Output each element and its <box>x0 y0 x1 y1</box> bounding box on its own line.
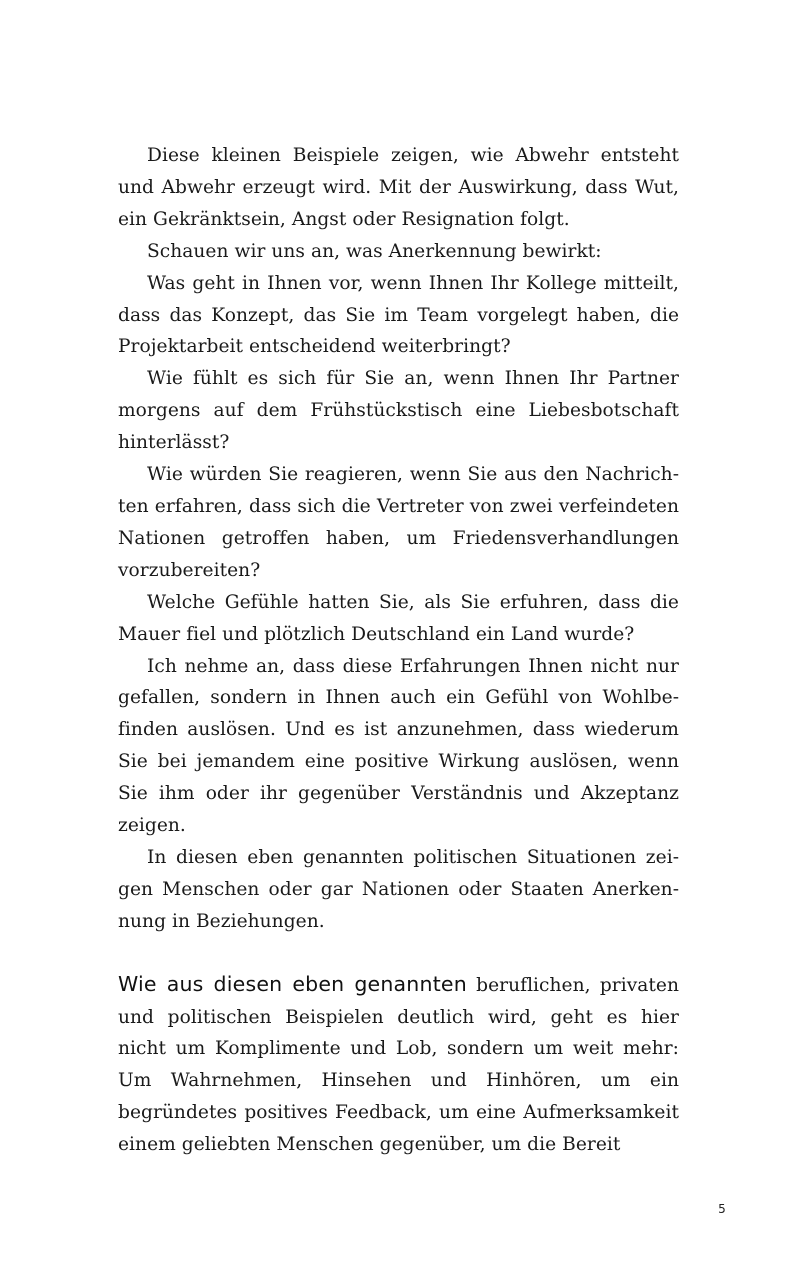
paragraph: Wie fühlt es sich für Sie an, wenn Ihnen Ihr Partner morgens auf dem Frühstückstisch eine Liebesbotschaft hinterlässt? <box>118 368 679 454</box>
section-text: beruflichen, privaten und politischen Beispielen deutlich wird, geht es hier nicht um Komplimente und Lob, sondern um weit mehr: Um Wahrnehmen, Hinsehen und Hinhören, um ein begründetes positives Feedback, um eine Aufmerksamkeit einem geliebten Menschen gegenüber, um die Bereit <box>118 974 679 1156</box>
paragraph: Welche Gefühle hatten Sie, als Sie erfuhren, dass die Mauer fiel und plötzlich Deutschland ein Land wurde? <box>118 591 679 645</box>
paragraph: Ich nehme an, dass diese Erfahrungen Ihnen nicht nur gefallen, sondern in Ihnen auch ein Gefühl von Wohlbefinden auslösen. Und es ist anzunehmen, dass wiederum Sie bei jemandem eine positive Wirkung auslösen, wenn Sie ihm oder ihr gegenüber Verständnis und Akzeptanz zeigen. <box>118 655 679 837</box>
body-text <box>118 140 679 1161</box>
paragraph: Diese kleinen Beispiele zeigen, wie Abwehr entsteht und Abwehr erzeugt wird. Mit der Auswirkung, dass Wut, ein Gekränktsein, Angst oder Resignation folgt. <box>118 145 679 230</box>
section-paragraph <box>118 969 679 1161</box>
paragraph: Wie würden Sie reagieren, wenn Sie aus den Nachrichten erfahren, dass sich die Vertreter von zwei verfeindeten Nationen getroffen haben, um Friedensverhandlungen vorzubereiten? <box>118 464 679 581</box>
page-number: 5 <box>718 1202 726 1216</box>
paragraph: In diesen eben genannten politischen Situationen zeigen Menschen oder gar Nationen oder Staaten Anerkennung in Beziehungen. <box>118 846 679 932</box>
section-lead-in: Wie aus diesen eben genannten <box>118 971 467 996</box>
section-break <box>118 938 679 969</box>
paragraph: Schauen wir uns an, was Anerkennung bewirkt: <box>147 240 602 262</box>
paragraph: Was geht in Ihnen vor, wenn Ihnen Ihr Kollege mitteilt, dass das Konzept, das Sie im Team vorgelegt haben, die Projektarbeit entscheidend weiterbringt? <box>118 272 679 358</box>
